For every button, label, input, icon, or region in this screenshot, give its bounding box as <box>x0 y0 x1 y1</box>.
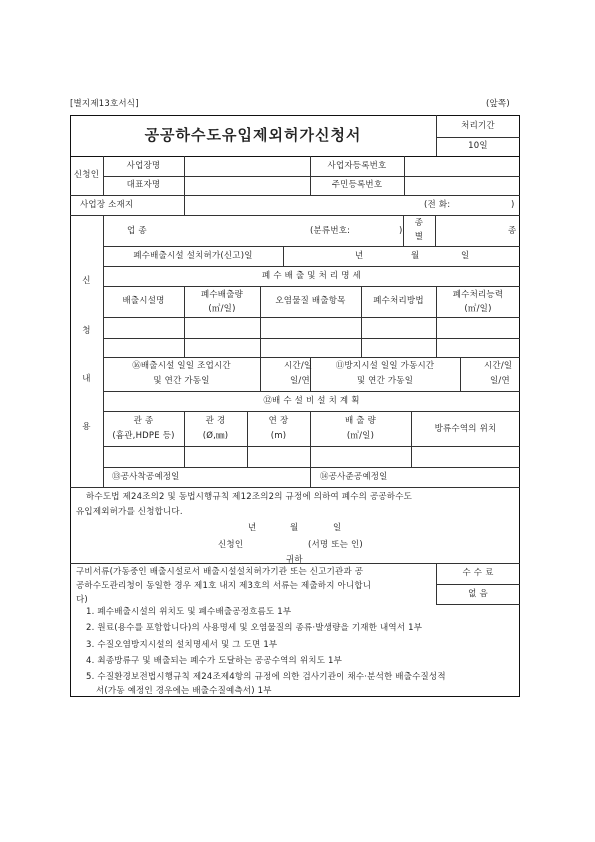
col-pipe-length: 연 장 <box>268 416 289 426</box>
pollutant-items-cell[interactable] <box>262 319 359 336</box>
documents-item-1: 1. 폐수배출시설의 위치도 및 폐수배출공정흐름도 1부 <box>86 607 292 617</box>
classification-close: ) <box>399 226 403 236</box>
construction-start-field[interactable] <box>200 469 308 485</box>
prevention-days-unit: 일/연 <box>490 376 510 386</box>
receiving-water-cell[interactable] <box>413 448 518 465</box>
col-discharge-volume: 폐수배출량 <box>200 290 244 300</box>
operation-time-label: ⑯배출시설 일일 조업시간 <box>132 361 231 371</box>
applicant-section-label: 신청인 <box>73 170 100 180</box>
discharge-plan-header: 폐 수 배 출 및 처 리 명 세 <box>262 271 361 281</box>
documents-intro-3: 다) <box>76 595 88 605</box>
col-pipe-length-unit: (m) <box>270 431 287 441</box>
col-treatment-capacity-unit: (㎥/일) <box>464 304 492 314</box>
documents-intro-1: 구비서류(가동중인 배출시설로서 배출시설설치허가기관 또는 신고기관과 공 <box>76 567 364 577</box>
industry-field[interactable] <box>150 218 300 244</box>
fee-label: 수 수 료 <box>462 568 494 578</box>
representative-label: 대표자명 <box>126 180 161 190</box>
pipe-diameter-cell[interactable] <box>186 448 245 465</box>
operation-hours-unit: 시간/일 <box>284 361 313 371</box>
pipe-volume-cell[interactable] <box>312 448 409 465</box>
col-pipe-diameter-unit: (Ø,㎜) <box>202 431 229 441</box>
permit-day-field[interactable] <box>424 248 460 264</box>
construction-end-label: ⑭공사준공예정일 <box>320 472 388 482</box>
industry-label: 업 종 <box>127 226 147 236</box>
business-registration-label: 사업자등록번호 <box>327 161 387 171</box>
declaration-month: 월 <box>290 523 299 533</box>
col-pipe-volume: 배 출 량 <box>344 416 377 426</box>
declaration-day: 일 <box>333 523 342 533</box>
page-side-note: (앞쪽) <box>486 99 510 109</box>
classification-field[interactable] <box>357 218 395 244</box>
declaration-recipient: 귀하 <box>286 555 303 565</box>
col-discharge-volume-unit: (㎥/일) <box>208 304 236 314</box>
pipe-length-cell[interactable] <box>249 448 308 465</box>
documents-item-4: 4. 최종방류구 및 배출되는 폐수가 도달하는 공공수역의 위치도 1부 <box>86 656 343 666</box>
prevention-days-label: 및 연간 가동일 <box>356 376 414 386</box>
treatment-capacity-cell[interactable] <box>438 319 518 336</box>
type-field[interactable] <box>437 218 505 244</box>
declaration-year: 년 <box>248 523 257 533</box>
permit-month-field[interactable] <box>368 248 410 264</box>
treatment-method-cell[interactable] <box>363 319 434 336</box>
col-receiving-water: 방류수역의 위치 <box>434 424 497 434</box>
permit-year-label: 년 <box>355 251 364 261</box>
col-pollutant-items: 오염물질 배출항목 <box>275 296 346 306</box>
declaration-line-2: 유입제외허가를 신청합니다. <box>76 507 183 517</box>
pipe-type-cell[interactable] <box>105 448 182 465</box>
prevention-time-label: ⑪방지시설 일일 가동시간 <box>335 361 435 371</box>
type-label-bottom: 별 <box>414 232 424 242</box>
fee-value: 없 음 <box>468 589 488 599</box>
type-suffix: 종 <box>508 226 517 236</box>
content-side-char-1: 신 <box>82 276 91 286</box>
permit-date-label: 폐수배출시설 설치허가(신고)일 <box>133 251 253 261</box>
col-pipe-volume-unit: (㎥/일) <box>346 431 375 441</box>
prevention-hours-unit: 시간/일 <box>484 361 513 371</box>
content-side-char-3: 내 <box>82 374 91 384</box>
representative-field[interactable] <box>186 178 308 194</box>
content-side-char-2: 청 <box>82 326 91 336</box>
declaration-applicant-field[interactable] <box>250 538 306 552</box>
phone-close: ) <box>511 200 515 210</box>
discharge-volume-cell[interactable] <box>186 319 258 336</box>
processing-period-value: 10일 <box>468 141 488 151</box>
resident-registration-field[interactable] <box>406 178 518 194</box>
documents-intro-2: 공하수도관리청이 동일한 경우 제1호 내지 제3호의 서류는 제출하지 아니합니 <box>76 581 372 591</box>
operation-time-field[interactable] <box>262 359 282 389</box>
construction-end-field[interactable] <box>408 469 518 485</box>
permit-month-label: 월 <box>411 251 420 261</box>
resident-registration-label: 주민등록번호 <box>331 180 383 190</box>
business-name-label: 사업장명 <box>126 161 161 171</box>
business-address-label: 사업장 소재지 <box>80 200 134 210</box>
phone-label: (전 화: <box>424 200 451 210</box>
type-label-top: 종 <box>414 218 424 228</box>
permit-day-label: 일 <box>461 251 470 261</box>
form-number: [별지제13호서식] <box>70 99 139 109</box>
facility-name-cell[interactable] <box>105 319 182 336</box>
business-address-field[interactable] <box>186 197 416 213</box>
operation-days-unit: 일/연 <box>290 376 310 386</box>
classification-label: (분류번호: <box>310 226 351 236</box>
construction-start-label: ⑬공사착공예정일 <box>112 472 180 482</box>
col-pipe-type-note: (흄관,HDPE 등) <box>112 431 175 441</box>
pipe-plan-header: ⑫배 수 설 비 설 치 계 획 <box>263 396 360 406</box>
documents-item-3: 3. 수질오염방지시설의 설치명세서 및 그 도면 1부 <box>86 640 278 650</box>
col-pipe-type: 관 종 <box>133 416 154 426</box>
prevention-time-field[interactable] <box>462 359 482 389</box>
content-side-char-4: 용 <box>82 422 91 432</box>
operation-days-label: 및 연간 가동일 <box>153 376 210 386</box>
form-title: 공공하수도유입제외허가신청서 <box>144 126 362 144</box>
declaration-applicant-label: 신청인 <box>218 540 244 550</box>
business-name-field[interactable] <box>186 158 308 174</box>
documents-item-2: 2. 원료(용수를 포함합니다)의 사용명세 및 오염물질의 종류·발생량을 기재한 내역서 1부 <box>86 623 423 633</box>
documents-item-5: 5. 수질환경보전법시행규칙 제24조제4항의 규정에 의한 검사기관이 채수·분석한 배출수질성적 <box>86 672 446 682</box>
processing-period-label: 처리기간 <box>461 121 495 131</box>
documents-item-5-cont: 서(가동 예정인 경우에는 배출수질예측서) 1부 <box>96 686 272 696</box>
phone-field[interactable] <box>456 197 510 213</box>
permit-year-field[interactable] <box>286 248 354 264</box>
col-treatment-method: 폐수처리방법 <box>373 296 424 306</box>
business-registration-field[interactable] <box>406 158 518 174</box>
declaration-signature: (서명 또는 인) <box>308 540 363 550</box>
col-facility-name: 배출시설명 <box>122 296 165 306</box>
col-pipe-diameter: 관 경 <box>205 416 226 426</box>
col-treatment-capacity: 폐수처리능력 <box>452 290 504 300</box>
declaration-line-1: 하수도법 제24조의2 및 동법시행규칙 제12조의2의 규정에 의하여 폐수의 공공하수도 <box>86 492 413 502</box>
